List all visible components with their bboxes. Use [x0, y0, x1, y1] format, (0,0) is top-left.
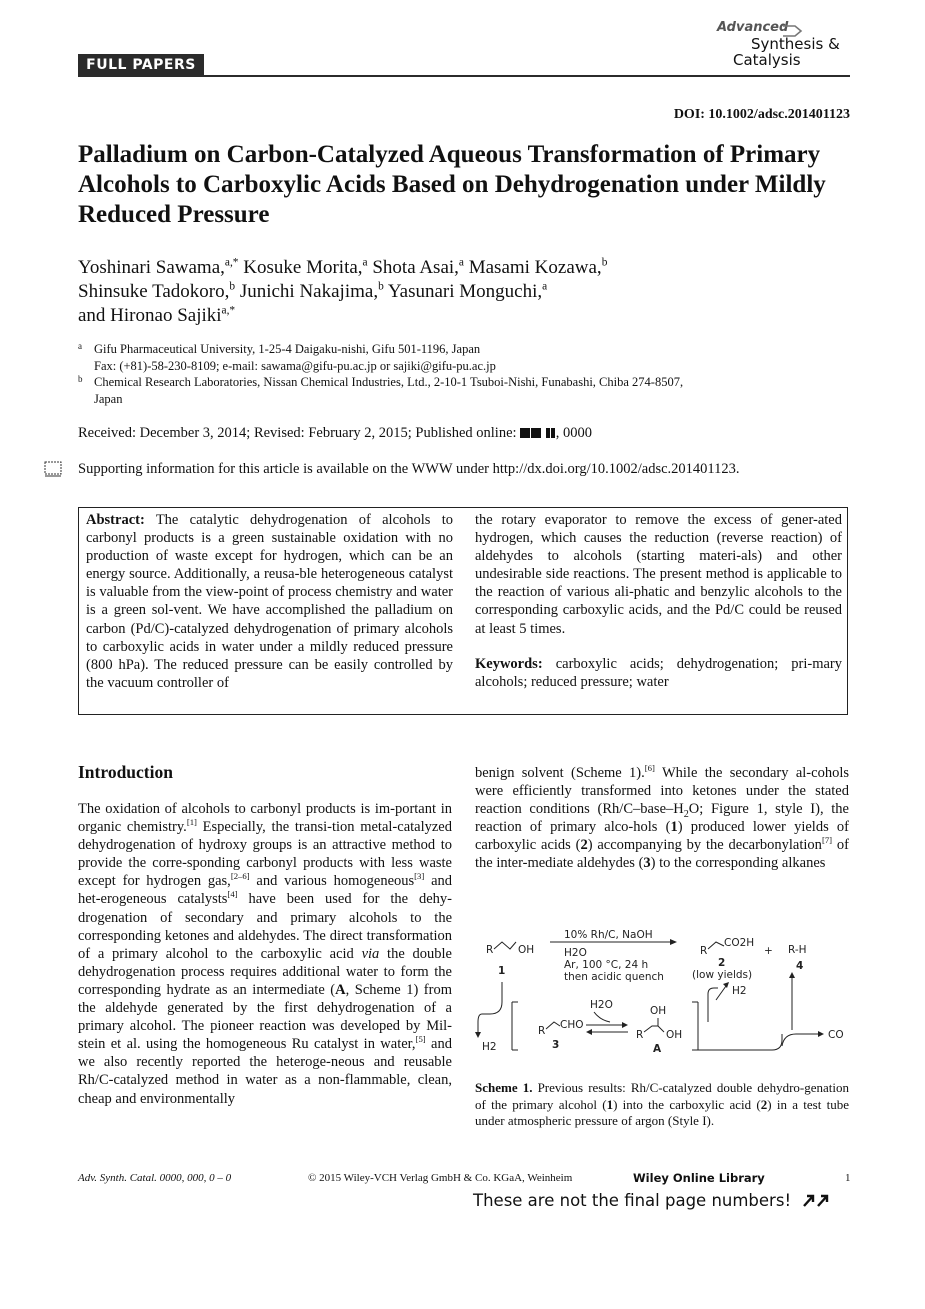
keywords [475, 655, 842, 691]
affiliation-b [78, 374, 848, 407]
doi[interactable]: DOI: 10.1002/adsc.201401123 [673, 107, 850, 122]
citation[interactable]: [6] [644, 763, 655, 774]
author-affiliation-mark: a,* [221, 304, 236, 317]
alkane-num: 4 [796, 960, 804, 972]
hyd-oh2: OH [666, 1029, 683, 1041]
sm-oh: OH [518, 944, 535, 956]
water-curve [594, 1012, 610, 1022]
affiliation-a-contact: Fax: (+81)-58-230-8109; e-mail: sawama@gifu-pu.ac.jp or sajiki@gifu-pu.ac.jp [94, 358, 496, 373]
introduction-column-right: benign solvent (Scheme 1).[6] While the secondary al-cohols were efficiently transformed into ketones under the stated reaction conditions ($Rh/C-base-H_2O$; Figure 1, style I), the reaction of primary alco-hols (1) produced lower yields of carboxylic acids (2) accompanying by the decarbonylation[7] of the inter-mediate aldehydes (3) to the corresponding alkanes [475, 763, 849, 872]
sm-r: R [486, 944, 494, 956]
left-hook-head [475, 1032, 481, 1038]
author-name: Yasunari Monguchi, [383, 281, 543, 302]
co-branch [698, 1034, 782, 1050]
prod-skeleton [708, 942, 724, 949]
received-suffix: , 0000 [555, 425, 593, 441]
co-curve [782, 1034, 796, 1046]
author-affiliation-mark: b [378, 280, 384, 293]
author-name: Junichi Nakajima, [235, 281, 379, 302]
introduction-heading: Introduction [78, 762, 173, 782]
scheme-caption [475, 1080, 849, 1130]
eq-back-head [586, 1029, 592, 1035]
abstract-column-left [86, 511, 453, 692]
subscript: 2 [683, 809, 689, 821]
plus-sign: + [764, 945, 773, 957]
logo-advanced: Advanced [717, 20, 789, 35]
ald-num: 3 [552, 1039, 560, 1051]
author-affiliation-mark: a [542, 280, 548, 293]
prod-num: 2 [718, 957, 726, 969]
h2-right: H2 [732, 985, 747, 997]
water-label: H2O [590, 999, 613, 1011]
right-up-arrow [708, 988, 718, 1022]
supporting-info-icon [44, 461, 62, 477]
placeholder-squares [520, 425, 556, 441]
footer-journal: Adv. Synth. Catal. 0000, 000, 0 – 0 [78, 1172, 232, 1184]
ald-group: CHO [560, 1019, 584, 1031]
supporting-info[interactable]: Supporting information for this article is available on the WWW under http://dx.doi.org/10.1002/adsc.201401123. [78, 461, 740, 477]
citation[interactable]: [7] [821, 835, 833, 846]
received-dates [78, 425, 592, 442]
h2-right-head [723, 982, 729, 988]
author-affiliation-mark: b [229, 280, 236, 293]
hyd-skeleton [644, 1026, 664, 1032]
compound-number: 1 [606, 1096, 614, 1112]
header-rule [78, 75, 850, 77]
introduction-column-left: The oxidation of alcohols to carbonyl products is im-portant in organic chemistry.[1] Especially, the transi-tion metal-catalyzed dehydrogenation of hydroxy groups is an attractive method to provide the corre-sponding carbonyl products with less waste except for hydrogen gas,[2–6] and various homogeneous[3] and het-erogeneous catalysts[4] have been used for the dehy-drogenation of secondary and primary alcohols to the corresponding ketones and aldehydes. The direct transformation of a primary alcohol to the carboxylic acid via the double dehydrogenation process requires additional water to form the corresponding hydrate as an intermediate (A, Scheme 1) from the aldehyde generated by the first dehydrogenation of a primary alcohol. The pioneer reaction was developed by Mil-stein et al. using the homogeneous Ru catalyst in water,[5] and we also recently reported the heteroge-neous and reusable Rh/C-catalyzed method in water as a non-flammable, clean, cheap and environmentally [78, 801, 453, 1107]
scheme-caption-label: Scheme 1. [475, 1080, 533, 1095]
compound-number: 1 [670, 819, 678, 836]
main-arrow-head [670, 939, 677, 945]
citation[interactable]: [4] [227, 889, 238, 900]
affiliation-b-line2: Japan [94, 391, 123, 406]
alkane: R-H [788, 944, 807, 956]
eq-forward-head [622, 1022, 628, 1028]
affiliation-b-line1: Chemical Research Laboratories, Nissan Chemical Industries, Ltd., 2-10-1 Tsuboi-Nishi, Funabashi, Chiba 274-8507, [94, 375, 684, 389]
abstract-text-right: the rotary evaporator to remove the excess of gener-ated hydrogen, which causes the reduction (reverse reaction) of aldehydes to alcohols (starting materi-als) and other undesirable side reactions. The present method is applicable to the reaction of various ali-phatic and benzylic alcohols to the corresponding carboxylic acids, and the Pd/C could be reused at least 5 times. [475, 512, 842, 637]
sm-skeleton [494, 942, 516, 949]
abstract-text-left: The catalytic dehydrogenation of alcohols to carbonyl products is a green sustainable oxidation with no production of waste except for hydrogen, which can be an energy source. Additionally, a reusa-ble heterogeneous catalyst is valuable from the view-point of process chemistry and water is a green sol-vent. We have accomplished the palladium on carbon (Pd/C)-catalyzed dehydrogenation of primary alcohols to carboxylic acids in water under a mildly reduced pressure (800 hPa). The reduced pressure can be easily controlled by the vacuum controller of [86, 512, 453, 691]
hyd-label: A [653, 1043, 662, 1055]
author-name: Masami Kozawa, [463, 257, 602, 278]
co-head [818, 1031, 824, 1037]
keywords-label: Keywords: [475, 655, 543, 672]
abstract-box [78, 507, 848, 715]
article-title: Palladium on Carbon-Catalyzed Aqueous Transformation of Primary Alcohols to Carboxylic Acids Based on Dehydrogenation under Mildly Reduced Pressure [78, 141, 826, 228]
author-name: and Hironao Sajiki [78, 305, 222, 326]
ald-r: R [538, 1025, 546, 1037]
received-prefix: Received: December 3, 2014; Revised: February 2, 2015; Published online: [78, 425, 521, 441]
citation[interactable]: [1] [186, 817, 197, 828]
cond-water: H2O [564, 947, 587, 959]
ald-skeleton [546, 1022, 560, 1029]
compound-number: 3 [643, 855, 651, 872]
double-arrow-icon [802, 1192, 832, 1208]
logo-catalysis: Catalysis [733, 51, 801, 69]
hyd-r: R [636, 1029, 644, 1041]
left-hook-arrow [478, 982, 502, 1034]
scheme-caption-text: Previous results: Rh/C-catalyzed double dehydro-genation of the primary alcohol (1) into the carboxylic acid (2) in a test tube under atmospheric pressure of argon (Style I). [475, 1080, 849, 1128]
author-affiliation-mark: a [362, 256, 368, 269]
citation[interactable]: [3] [414, 871, 425, 882]
author-affiliation-mark: a [458, 256, 464, 269]
citation[interactable]: [5] [415, 1034, 426, 1045]
footer-notice [473, 1191, 832, 1210]
author-name: Shinsuke Tadokoro, [78, 281, 230, 302]
compound-number: 2 [580, 837, 588, 854]
footer-copyright: © 2015 Wiley-VCH Verlag GmbH & Co. KGaA, Weinheim [308, 1172, 573, 1184]
keywords-text: carboxylic acids; dehydrogenation; pri-mary alcohols; reduced pressure; water [475, 655, 843, 690]
abstract-column-right [475, 511, 842, 691]
prod-note: (low yields) [692, 969, 753, 981]
footer-page-number: 1 [845, 1172, 851, 1184]
affiliation-mark-a: a [78, 341, 82, 351]
cond-temp: Ar, 100 °C, 24 h [564, 959, 649, 971]
footer-library[interactable]: Wiley Online Library [633, 1171, 765, 1185]
author-name: Yoshinari Sawama, [78, 257, 225, 278]
footer-notice-text: These are not the final page numbers! [473, 1191, 792, 1210]
author-name: Shota Asai, [367, 257, 459, 278]
journal-logo [715, 20, 850, 68]
author-list [78, 256, 838, 328]
author-line-2 [78, 280, 838, 304]
h2-left: H2 [482, 1041, 497, 1053]
affiliation-mark-b: b [78, 374, 83, 384]
affiliation-a [78, 341, 848, 374]
abstract-label: Abstract: [86, 512, 145, 528]
compound-number: A [335, 981, 346, 998]
italic-text: via [361, 945, 380, 962]
hyd-oh1: OH [650, 1005, 667, 1017]
prod-r: R [700, 945, 708, 957]
alkane-link-head [789, 972, 795, 978]
sm-num: 1 [498, 965, 506, 977]
author-affiliation-mark: a,* [224, 256, 239, 269]
logo-synthesis: Synthesis & [751, 35, 840, 53]
author-line-1 [78, 256, 838, 280]
author-name: Kosuke Morita, [238, 257, 363, 278]
section-label: FULL PAPERS [78, 54, 204, 76]
logo-arrow-icon [781, 22, 803, 40]
citation[interactable]: [2–6] [230, 871, 250, 882]
affiliation-a-line1: Gifu Pharmaceutical University, 1-25-4 Daigaku-nishi, Gifu 501-1196, Japan [94, 342, 481, 356]
prod-group: CO2H [724, 937, 755, 949]
compound-number: 2 [760, 1096, 768, 1112]
scheme-1-diagram [472, 922, 852, 1062]
author-affiliation-mark: b [601, 256, 608, 269]
cond-quench: then acidic quench [564, 971, 664, 983]
co-label: CO [828, 1029, 844, 1041]
reagent-top: 10% Rh/C, NaOH [564, 929, 653, 941]
author-line-3 [78, 304, 838, 328]
